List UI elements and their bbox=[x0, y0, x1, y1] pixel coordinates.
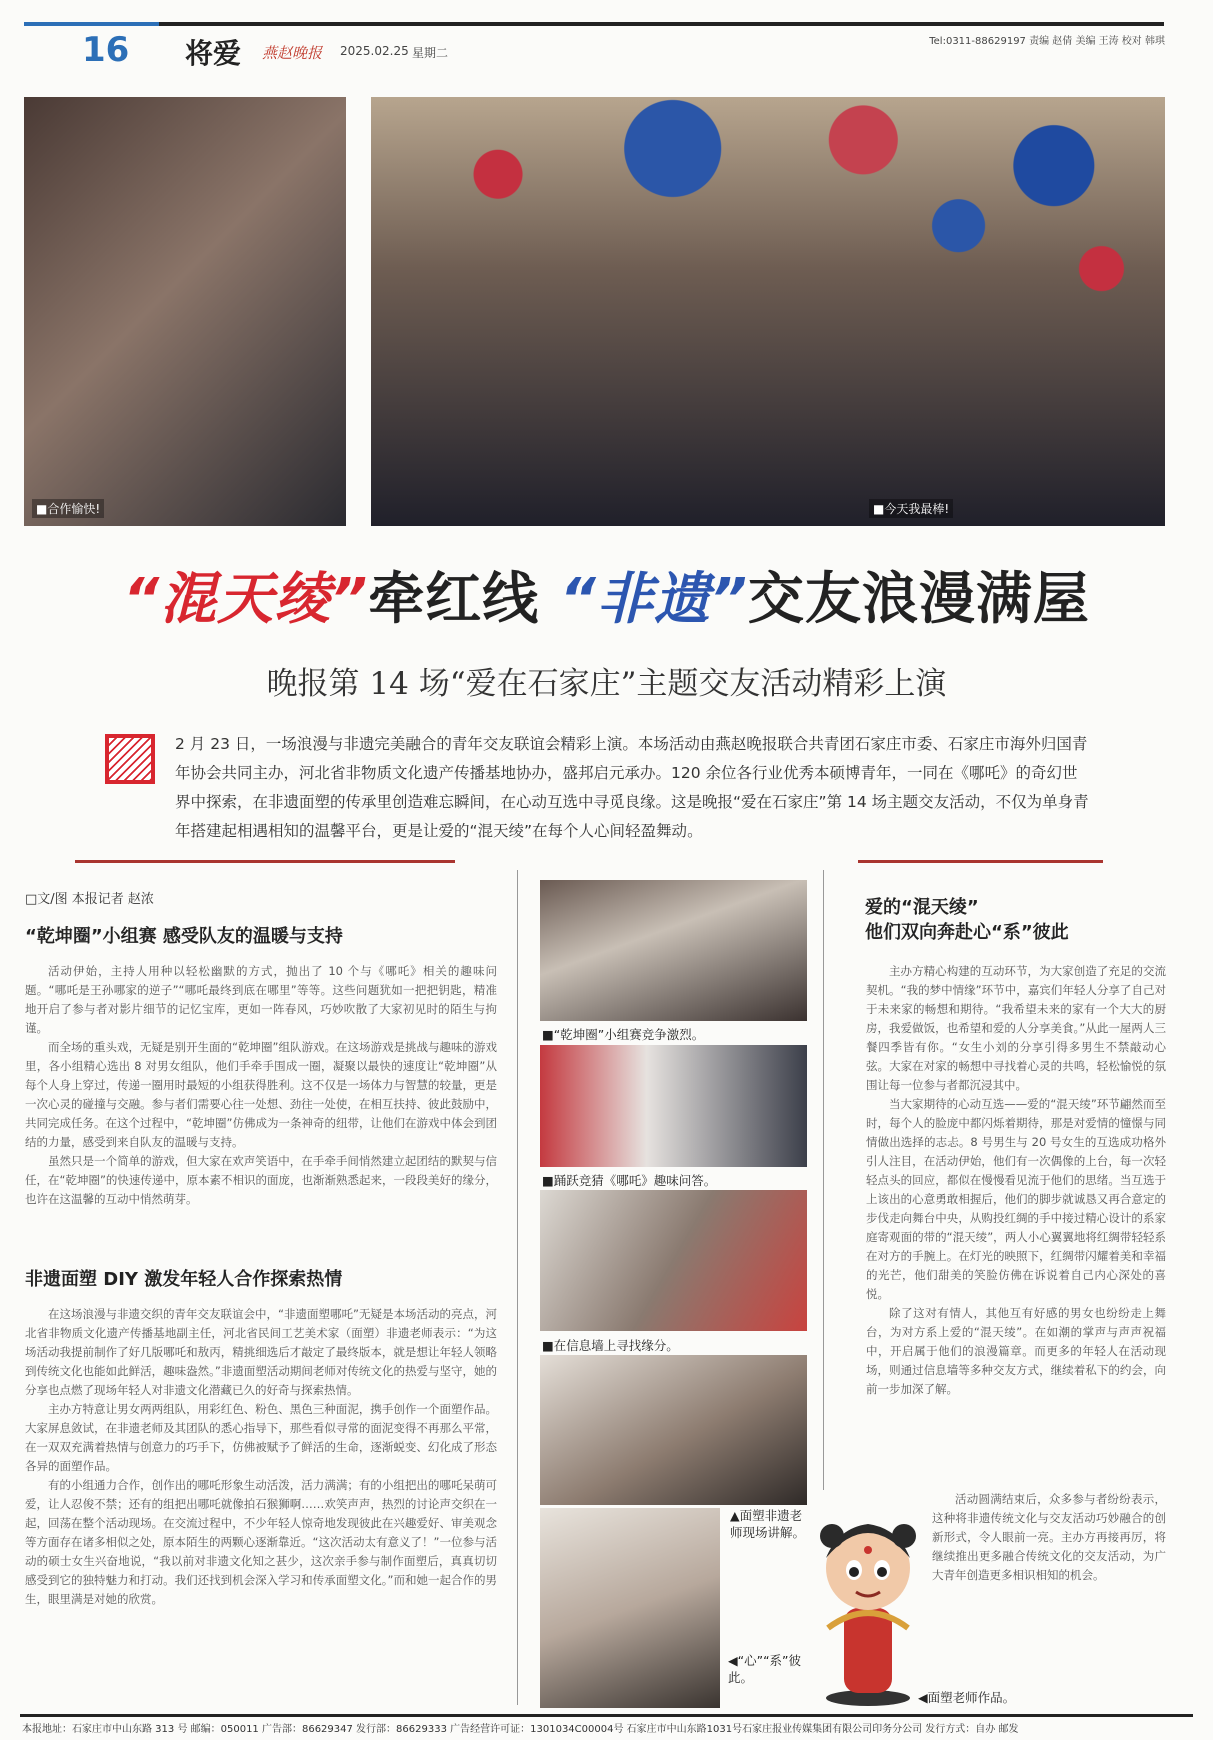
divider bbox=[858, 860, 1103, 863]
paper-name: 燕赵晚报 bbox=[262, 44, 323, 62]
subheadline: 晚报第 14 场“爱在石家庄”主题交友活动精彩上演 bbox=[266, 666, 947, 702]
article-text bbox=[25, 1305, 497, 1703]
photo-dough-teacher bbox=[540, 1355, 807, 1505]
paragraph: 主办方特意让男女两两组队，用彩红色、粉色、黑色三种面泥，携手创作一个面塑作品。大家屏息敛试，在非遗老师及其团队的悉心指导下，那些看似寻常的面泥变得不再那么平常，在一双双充满着热情与创意力的巧手下，仿佛被赋予了鲜活的生命，逐渐蜕变、幻化成了形态各异的面塑作品。 bbox=[25, 1402, 497, 1473]
paragraph: 有的小组通力合作，创作出的哪吒形象生动活泼，活力满满；有的小组把出的哪吒呆萌可爱，让人忍俊不禁；还有的组把出哪吒就像拍石猴狮啊……欢笑声声，热烈的讨论声交织在一起，回荡在整个活动现场。在交流过程中，不少年轻人惊奇地发现彼此在兴趣爱好、审美观念等方面存在诸多相似之处，原本陌生的两颗心逐渐靠近。“这次活动太有意义了！”一位参与活动的硕士女生兴奋地说，“我以前对非遗文化知之甚少，这次亲手参与制作面塑后，真真切切感受到它的独特魅力和打动。我们还找到机会深入学习和传承面塑文化。”而和她一起合作的男生，眼里满是对她的欣赏。 bbox=[25, 1478, 497, 1606]
paragraph: 而全场的重头戏，无疑是别开生面的“乾坤圈”组队游戏。在这场游戏是挑战与趣味的游戏里，各小组精心选出 8 对男女组队，他们手牵手围成一圈，凝聚以最快的速度让“乾坤圈”从每个人身上穿过，传递一圈用时最短的小组获得胜利。这不仅是一场体力与智慧的较量，更是一次心灵的碰撞与交融。参与者们需要心往一处想、劲往一处使，在相互扶持、彼此鼓励中，共同完成任务。在这个过程中，“乾坤圈”仿佛成为一条神奇的纽带，让他们在游戏中体会到团结的力量，感受到来自队友的温暖与支持。 bbox=[25, 1040, 497, 1149]
photo-caption: ▲面塑非遗老师现场讲解。 bbox=[730, 1508, 806, 1540]
column-separator bbox=[517, 870, 518, 1705]
photo-caption: ◀面塑老师作品。 bbox=[918, 1690, 1016, 1705]
headline-quote-blue: “非遗” bbox=[559, 567, 748, 632]
paragraph: 虽然只是一个简单的游戏，但大家在欢声笑语中，在手牵手间悄然建立起团结的默契与信任，在“乾坤圈”的快速传递中，原本素不相识的面庞，也渐渐熟悉起来，一段段美好的缘分，也许在这温馨的互动中悄然萌芽。 bbox=[25, 1154, 497, 1206]
paragraph: 活动伊始，主持人用种以轻松幽默的方式，抛出了 10 个与《哪吒》相关的趣味问题。“哪吒是王孙哪家的逆子”“哪吒最终到底在哪里”等等。这些问题犹如一把把钥匙，精准地开启了参与者对影片细节的记忆宝库，更如一阵春风，巧妙吹散了大家初见时的陌生与拘谨。 bbox=[25, 964, 497, 1035]
divider bbox=[75, 860, 455, 863]
paragraph: 主办方精心构建的互动环节，为大家创造了充足的交流契机。“我的梦中情缘”环节中，嘉宾们年轻人分享了自己对于未来家的畅想和期待。“我希望未来的家有一个大大的厨房，我爱做饭，也希望和爱的人分享美食。”从此一屋两人三餐四季皆有你。“女生小刘的分享引得多男生不禁敲动心弦。大家在对家的畅想中寻找着心灵的共鸣，轻松愉悦的氛围让每一位参与者都沉浸其中。 bbox=[866, 964, 1166, 1092]
photo-quiz bbox=[540, 1045, 807, 1167]
pen-icon bbox=[105, 734, 155, 784]
headline-text: 交友浪漫满屋 bbox=[747, 567, 1090, 632]
paragraph: 在这场浪漫与非遗交织的青年交友联谊会中，“非遗面塑哪吒”无疑是本场活动的亮点，河北省非物质文化遗产传播基地副主任，河北省民间工艺美术家（面塑）非遗老师表示：“为这场活动我提前制作了好几版哪吒和敖丙，精挑细选后才敲定了最终版本，就是想让年轻人领略到传统文化也能如此鲜活，趣味盎然。”非遗面塑活动期间老师对传统文化的热爱与坚守，她的分享也点燃了现场年轻人对非遗文化潜藏已久的好奇与探索热情。 bbox=[25, 1307, 497, 1397]
editor-line: Tel:0311-88629197 责编 赵倩 美编 王涛 校对 韩琪 bbox=[929, 36, 1165, 47]
footer-rule bbox=[20, 1714, 1193, 1717]
masthead-accent-rule bbox=[24, 22, 159, 26]
section-heading: 非遗面塑 DIY 激发年轻人合作探索热情 bbox=[25, 1269, 343, 1290]
section-heading: 他们双向奔赴心“系”彼此 bbox=[865, 922, 1069, 943]
headline bbox=[0, 555, 1213, 635]
paragraph: 除了这对有情人，其他互有好感的男女也纷纷走上舞台，为对方系上爱的“混天绫”。在如潮的掌声与声声祝福中，开启属于他们的浪漫篇章。而更多的年轻人在活动现场，则通过信息墙等多种交友方式，继续着私下的约会，向前一步加深了解。 bbox=[866, 1306, 1166, 1396]
page-number: 16 bbox=[82, 30, 130, 70]
photo-balloon-crowd bbox=[371, 97, 1165, 526]
nezha-figurine-icon bbox=[808, 1488, 928, 1708]
article-text bbox=[25, 962, 497, 1262]
issue-date: 2025.02.25 bbox=[340, 44, 409, 58]
lead-paragraph: 2 月 23 日，一场浪漫与非遗完美融合的青年交友联谊会精彩上演。本场活动由燕赵晚报联合共青团石家庄市委、石家庄市海外归国青年协会共同主办，河北省非物质文化遗产传播基地协办，盛邦启元承办。120 余位各行业优秀本硕博青年，一同在《哪吒》的奇幻世界中探索，在非遗面塑的传承里创造难忘瞬间，在心动互选中寻觅良缘。这是晚报“爱在石家庄”第 14 场主题交友活动，不仅为单身青年搭建起相遇相知的温馨平台，更是让爱的“混天绫”在每个人心间轻盈舞动。 bbox=[175, 735, 1089, 840]
photo-caption: ■合作愉快! bbox=[32, 499, 104, 518]
photo-caption: ■今天我最棒! bbox=[869, 499, 953, 518]
section-name: 将爱 bbox=[185, 37, 242, 70]
paragraph: 活动圆满结束后，众多参与者纷纷表示，这种将非遗传统文化与交友活动巧妙融合的创新形式，令人眼前一亮。主办方再接再厉，将继续推出更多融合传统文化的交友活动，为广大青年创造更多相识相知的机会。 bbox=[932, 1492, 1166, 1582]
section-heading: “乾坤圈”小组赛 感受队友的温暖与支持 bbox=[25, 926, 343, 947]
photo-group-game bbox=[540, 880, 807, 1021]
section-heading: 爱的“混天绫” bbox=[865, 897, 979, 918]
photo-caption: ◀“心”“系”彼此。 bbox=[728, 1653, 802, 1685]
article-text bbox=[866, 962, 1166, 1487]
photo-info-wall bbox=[540, 1190, 807, 1331]
column-separator bbox=[823, 870, 824, 1490]
photo-caption: ■踊跃竞猜《哪吒》趣味问答。 bbox=[542, 1173, 717, 1188]
headline-text: 牵红线 bbox=[368, 567, 560, 632]
issue-weekday: 星期二 bbox=[412, 46, 449, 60]
footer-info: 本报地址：石家庄市中山东路 313 号 邮编：050011 广告部：86629347 发行部：86629333 广告经营许可证：1301034C00004号 石家庄市中山东路1031号石家庄报业传媒集团有限公司印务分公司 发行方式：自办 邮发 bbox=[22, 1724, 1019, 1735]
photo-caption: ■“乾坤圈”小组赛竞争激烈。 bbox=[542, 1027, 705, 1042]
article-text bbox=[932, 1490, 1166, 1680]
photo-team-cooperation bbox=[24, 97, 346, 526]
headline-quote-red: “混天绫” bbox=[123, 567, 369, 632]
photo-caption: ■在信息墙上寻找缘分。 bbox=[542, 1338, 679, 1353]
paragraph: 当大家期待的心动互选——爱的“混天绫”环节翩然而至时，每个人的脸庞中都闪烁着期待，那是对爱情的憧憬与同情做出选择的志忐。8 号男生与 20 号女生的互选成功格外引人注目，在活动伊始，他们有一次偶像的上台，每一次轻轻点头的回应，都似在慢慢看见流于他们的思绪。当互选于上该出的心意勇敢相握后，他们的脚步就诚恳又再合意定的步伐走向舞台中央，从购投红绸的手中接过精心设计的系家庭寄观面的带的“混天绫”，两人小心翼翼地将红绸带轻轻系在对方的手腕上。在灯光的映照下，红绸带闪耀着美和幸福的光芒，他们甜美的笑脸仿佛在诉说着自己内心深处的喜悦。 bbox=[866, 1097, 1166, 1301]
masthead-rule bbox=[24, 22, 1164, 26]
byline: □文/图 本报记者 赵浓 bbox=[25, 892, 154, 907]
photo-couple bbox=[540, 1508, 720, 1708]
